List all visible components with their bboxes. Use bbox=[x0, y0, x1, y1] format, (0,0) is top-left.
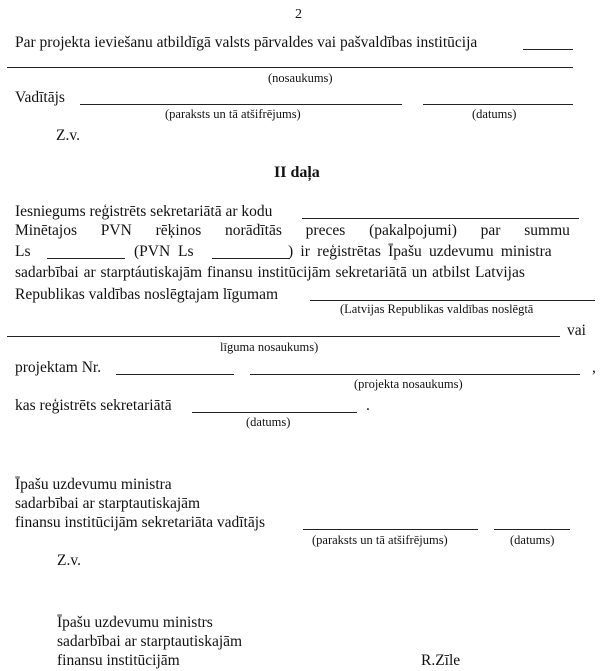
registration-code-field[interactable] bbox=[302, 218, 579, 219]
agreement-caption-2: līguma nosaukums) bbox=[220, 340, 319, 354]
agreement-name-field[interactable] bbox=[7, 336, 560, 337]
registered-date-caption: (datums) bbox=[246, 415, 291, 429]
agreement-field[interactable] bbox=[310, 300, 595, 301]
project-name-field[interactable] bbox=[250, 374, 580, 375]
secretariat-signature-field[interactable] bbox=[303, 529, 478, 530]
head-signature-field[interactable] bbox=[80, 104, 402, 105]
registered-date-field[interactable] bbox=[192, 412, 357, 413]
minister-name: R.Zīle bbox=[421, 652, 461, 669]
signoff1-seal: Z.v. bbox=[57, 552, 81, 569]
word: par bbox=[480, 222, 501, 239]
period: . bbox=[366, 397, 370, 414]
project-name-caption: (projekta nosaukums) bbox=[354, 377, 463, 391]
registered-label: kas reģistrēts sekretariātā bbox=[15, 397, 172, 414]
signoff1-signature-caption: (paraksts un tā atšifrējums) bbox=[312, 533, 448, 547]
paragraph-line-4: Republikas valdības noslēgtajam līgumam bbox=[15, 286, 279, 303]
signoff2-line-1: Īpašu uzdevumu ministrs bbox=[57, 614, 213, 631]
word: Minētajos bbox=[15, 222, 77, 239]
paragraph-line-3: sadarbībai ar starptáutiskajām finansu institūcijām sekretariātā un atbilst Latvijas bbox=[15, 264, 525, 281]
word: (pakalpojumi) bbox=[369, 222, 457, 239]
registered-code-label: Iesniegums reģistrēts sekretariātā ar kodu bbox=[15, 203, 273, 220]
signoff1-line-2: sadarbībai ar starptautiskajām bbox=[15, 495, 201, 512]
sum-field[interactable] bbox=[47, 258, 125, 259]
vat-sum-field[interactable] bbox=[212, 258, 290, 259]
word: norādītās bbox=[225, 222, 282, 239]
para-line-2-rest: ) ir reģistrētas Īpašu uzdevumu ministra bbox=[288, 243, 552, 260]
institution-label: Par projekta ieviešanu atbildīgā valsts pārvaldes vai pašvaldības institūcija bbox=[15, 34, 478, 51]
word: summu bbox=[524, 222, 570, 239]
page-number: 2 bbox=[295, 7, 302, 22]
signoff1-line-3: finansu institūcijām sekretariāta vadītājs bbox=[15, 514, 266, 531]
project-number-field[interactable] bbox=[116, 374, 234, 375]
seal-label: Z.v. bbox=[56, 127, 80, 144]
project-label: projektam Nr. bbox=[15, 359, 102, 376]
comma: , bbox=[592, 359, 596, 376]
institution-field-short[interactable] bbox=[523, 49, 573, 50]
signature-caption: (paraksts un tā atšifrējums) bbox=[165, 107, 301, 121]
signoff1-date-caption: (datums) bbox=[510, 533, 555, 547]
secretariat-date-field[interactable] bbox=[494, 529, 570, 530]
section-title: II daļa bbox=[274, 164, 320, 181]
pvn-label: (PVN Ls bbox=[134, 243, 194, 260]
paragraph-line-1 bbox=[15, 223, 570, 239]
word: preces bbox=[305, 222, 346, 239]
signoff2-line-3: finansu institūcijām bbox=[57, 652, 180, 669]
or-label: vai bbox=[567, 322, 586, 339]
ls-label: Ls bbox=[15, 243, 31, 260]
date-caption: (datums) bbox=[472, 107, 517, 121]
head-label: Vadītājs bbox=[15, 89, 65, 106]
institution-name-field[interactable] bbox=[7, 67, 573, 68]
word: rēķinos bbox=[155, 222, 202, 239]
agreement-caption-1: (Latvijas Republikas valdības noslēgtā bbox=[340, 302, 534, 316]
signoff2-line-2: sadarbībai ar starptautiskajām bbox=[57, 633, 243, 650]
name-caption: (nosaukums) bbox=[268, 71, 333, 85]
word: PVN bbox=[100, 222, 132, 239]
head-date-field[interactable] bbox=[423, 104, 573, 105]
signoff1-line-1: Īpašu uzdevumu ministra bbox=[15, 476, 172, 493]
